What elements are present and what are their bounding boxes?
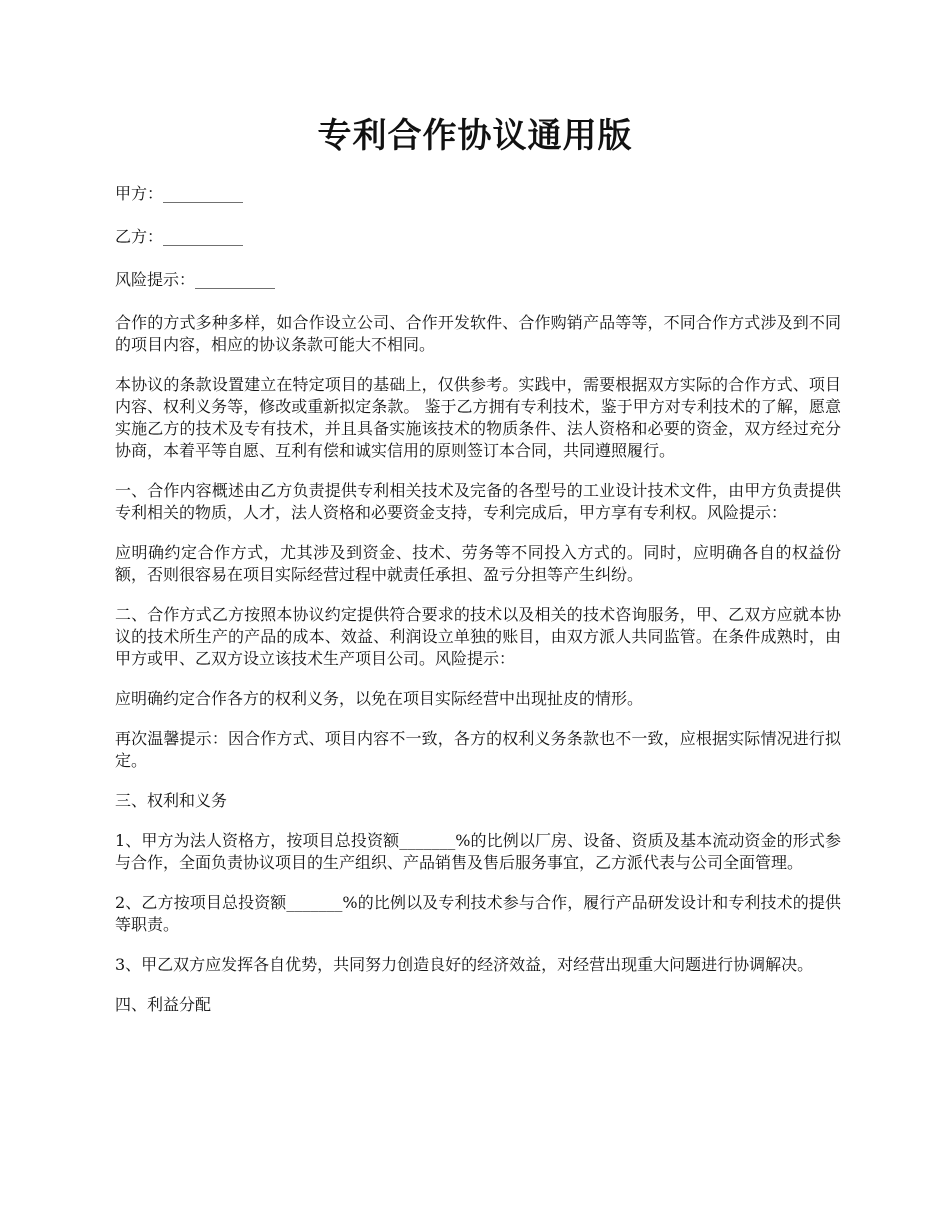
clause-3-1: 1、甲方为法人资格方，按项目总投资额_______%的比例以厂房、设备、资质及基本流动资金的形式参与合作，全面负责协议项目的生产组织、产品销售及售后服务事宜，乙方派代表与公司全面管理。 — [115, 831, 841, 872]
party-b-field: 乙方：__________ — [115, 227, 244, 246]
paragraph-section-2: 二、合作方式乙方按照本协议约定提供符合要求的技术以及相关的技术咨询服务，甲、乙双方应就本协议的技术所生产的产品的成本、效益、利润设立单独的账目，由双方派人共同监管。在条件成熟时，由甲方或甲、乙双方设立该技术生产项目公司。风险提示： — [115, 605, 841, 668]
paragraph-risk-note-1: 应明确约定合作方式，尤其涉及到资金、技术、劳务等不同投入方式的。同时，应明确各自的权益份额，否则很容易在项目实际经营过程中就责任承担、盈亏分担等产生纠纷。 — [115, 543, 841, 584]
document-title: 专利合作协议通用版 — [317, 116, 633, 156]
section-heading-rights: 三、权利和义务 — [115, 791, 228, 810]
section-heading-profit: 四、利益分配 — [115, 995, 212, 1014]
paragraph-risk-note-2: 应明确约定合作各方的权利义务，以免在项目实际经营中出现扯皮的情形。 — [115, 689, 644, 708]
party-a-field: 甲方：__________ — [115, 184, 244, 203]
clause-3-2: 2、乙方按项目总投资额_______%的比例以及专利技术参与合作，履行产品研发设计和专利技术的提供等职责。 — [115, 893, 841, 934]
document-body — [115, 183, 841, 1034]
risk-hint-field: 风险提示：__________ — [115, 270, 276, 289]
paragraph-preamble: 本协议的条款设置建立在特定项目的基础上，仅供参考。实践中，需要根据双方实际的合作方式、项目内容、权利义务等，修改或重新拟定条款。 鉴于乙方拥有专利技术，鉴于甲方对专利技术的了解，愿意实施乙方的技术及专有技术，并且具备实施该技术的物质条件、法人资格和必要的资金，双方经过充分协商，本着平等自愿、互利有偿和诚实信用的原则签订本合同，共同遵照履行。 — [115, 375, 841, 460]
paragraph-cooperation-methods: 合作的方式多种多样，如合作设立公司、合作开发软件、合作购销产品等等，不同合作方式涉及到不同的项目内容，相应的协议条款可能大不相同。 — [115, 313, 841, 354]
clause-3-3: 3、甲乙双方应发挥各自优势，共同努力创造良好的经济效益，对经营出现重大问题进行协调解决。 — [115, 955, 814, 974]
paragraph-section-1: 一、合作内容概述由乙方负责提供专利相关技术及完备的各型号的工业设计技术文件，由甲方负责提供专利相关的物质，人才，法人资格和必要资金支持，专利完成后，甲方享有专利权。风险提示： — [115, 481, 841, 522]
paragraph-reminder: 再次温馨提示：因合作方式、项目内容不一致，各方的权利义务条款也不一致，应根据实际情况进行拟定。 — [115, 729, 841, 770]
